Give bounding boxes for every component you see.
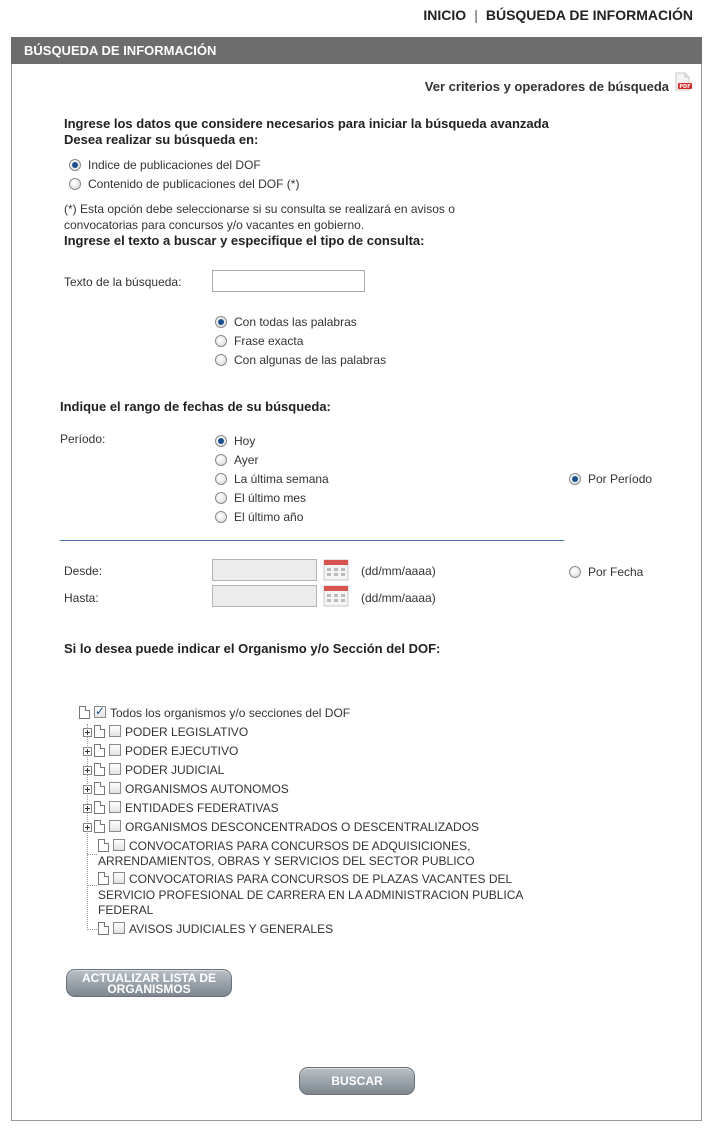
- radio-ultima-semana[interactable]: [215, 472, 329, 486]
- tree-connector: [87, 929, 97, 930]
- radio-label: El último año: [234, 510, 304, 524]
- update-button-line-2: ORGANISMOS: [107, 982, 191, 996]
- update-button-line-1: ACTUALIZAR LISTA DE: [82, 971, 216, 985]
- page-icon: [98, 922, 109, 935]
- expand-icon[interactable]: [83, 785, 92, 794]
- expand-icon[interactable]: [83, 823, 92, 832]
- radio-label: Por Período: [588, 472, 653, 486]
- radio-label: Con algunas de las palabras: [234, 353, 387, 367]
- radio-ayer[interactable]: [215, 453, 258, 467]
- page-icon: [98, 839, 109, 852]
- radio-button[interactable]: [69, 178, 81, 190]
- tree-item-avisos-judiciales: [98, 922, 333, 936]
- intro-line-1: Ingrese los datos que considere necesarios para iniciar la búsqueda avanzada: [64, 116, 549, 131]
- page-icon: [94, 801, 105, 814]
- radio-todas-palabras[interactable]: [215, 315, 357, 329]
- radio-label: Por Fecha: [588, 565, 644, 579]
- tree-item-label-continuation: FEDERAL: [98, 903, 154, 917]
- radio-ultimo-ano[interactable]: [215, 510, 303, 524]
- page-icon: [94, 820, 105, 833]
- hasta-format-hint: (dd/mm/aaaa): [361, 591, 436, 605]
- tree-root-label: Todos los organismos y/o secciones del DOF: [110, 706, 351, 720]
- tree-item-organismos-desconcentrados: [83, 820, 479, 834]
- hasta-label: Hasta:: [64, 591, 99, 605]
- page-icon: [94, 744, 105, 757]
- page-icon: [94, 763, 105, 776]
- radio-button[interactable]: [215, 435, 227, 447]
- radio-button[interactable]: [569, 473, 581, 485]
- tree-item-checkbox[interactable]: [109, 763, 121, 775]
- radio-button[interactable]: [69, 159, 81, 171]
- radio-frase-exacta[interactable]: [215, 334, 303, 348]
- tree-connector: [87, 885, 97, 886]
- radio-label: Con todas las palabras: [234, 315, 357, 329]
- radio-label: El último mes: [234, 491, 307, 505]
- buscar-button[interactable]: BUSCAR: [299, 1067, 415, 1095]
- tree-connector: [87, 854, 97, 855]
- note-line-2: convocatorias para concursos y/o vacantes en gobierno.: [64, 218, 365, 232]
- calendar-icon[interactable]: [323, 585, 349, 607]
- intro-line-2: Desea realizar su búsqueda en:: [64, 132, 259, 147]
- expand-icon[interactable]: [83, 804, 92, 813]
- radio-contenido[interactable]: [69, 177, 299, 191]
- svg-text:PDF: PDF: [679, 84, 691, 90]
- tree-item-checkbox[interactable]: [113, 839, 125, 851]
- dates-heading: Indique el rango de fechas de su búsqueda:: [60, 399, 331, 414]
- pdf-icon[interactable]: [673, 72, 693, 92]
- expand-icon[interactable]: [83, 747, 92, 756]
- desde-input[interactable]: [212, 559, 317, 581]
- tree-item-label: CONVOCATORIAS PARA CONCURSOS DE ADQUISICIONES,: [129, 839, 471, 853]
- tree-item-label: AVISOS JUDICIALES Y GENERALES: [129, 922, 334, 936]
- tree-item-label: PODER EJECUTIVO: [125, 744, 239, 758]
- radio-label: Frase exacta: [234, 334, 304, 348]
- radio-label: Hoy: [234, 434, 256, 448]
- panel-title: BÚSQUEDA DE INFORMACIÓN: [11, 37, 702, 64]
- radio-algunas-palabras[interactable]: [215, 353, 386, 367]
- nav-inicio-link[interactable]: INICIO: [423, 7, 467, 23]
- radio-por-fecha[interactable]: [569, 565, 643, 579]
- tree-item-convocatorias-plazas: [98, 872, 512, 886]
- tree-item-checkbox[interactable]: [109, 744, 121, 756]
- update-organismos-button[interactable]: [66, 969, 232, 997]
- radio-ultimo-mes[interactable]: [215, 491, 306, 505]
- tree-item-checkbox[interactable]: [109, 725, 121, 737]
- tree-item-checkbox[interactable]: [109, 820, 121, 832]
- tree-item-poder-judicial: [83, 763, 224, 777]
- text-search-label: Texto de la búsqueda:: [64, 275, 182, 289]
- tree-item-label: PODER JUDICIAL: [125, 763, 225, 777]
- radio-label: Contenido de publicaciones del DOF (*): [88, 177, 300, 191]
- tree-item-organismos-autonomos: [83, 782, 289, 796]
- radio-button[interactable]: [215, 454, 227, 466]
- page-icon: [94, 782, 105, 795]
- tree-item-label: ENTIDADES FEDERATIVAS: [125, 801, 279, 815]
- radio-por-periodo[interactable]: [569, 472, 652, 486]
- radio-button[interactable]: [215, 511, 227, 523]
- tree-item-label: CONVOCATORIAS PARA CONCURSOS DE PLAZAS VACANTES DEL: [129, 872, 513, 886]
- expand-icon[interactable]: [83, 728, 92, 737]
- radio-hoy[interactable]: [215, 434, 255, 448]
- radio-label: La última semana: [234, 472, 329, 486]
- radio-indice[interactable]: [69, 158, 261, 172]
- org-heading: Si lo desea puede indicar el Organismo y/o Sección del DOF:: [64, 641, 441, 656]
- search-panel: [11, 37, 702, 1121]
- section-divider: [60, 540, 564, 541]
- desde-format-hint: (dd/mm/aaaa): [361, 564, 436, 578]
- tree-item-convocatorias-adquisiciones: [98, 839, 470, 853]
- radio-button[interactable]: [215, 492, 227, 504]
- nav-separator: |: [474, 7, 478, 23]
- tree-item-poder-ejecutivo: [83, 744, 238, 758]
- radio-button[interactable]: [215, 335, 227, 347]
- tree-item-entidades-federativas: [83, 801, 279, 815]
- page-icon: [94, 725, 105, 738]
- page-icon: [79, 706, 90, 719]
- search-text-input[interactable]: [212, 270, 365, 292]
- tree-item-label: ORGANISMOS AUTONOMOS: [125, 782, 289, 796]
- nav-busqueda-link[interactable]: BÚSQUEDA DE INFORMACIÓN: [485, 7, 693, 23]
- radio-button[interactable]: [215, 473, 227, 485]
- radio-button[interactable]: [215, 354, 227, 366]
- tree-root: [79, 706, 350, 720]
- radio-button[interactable]: [215, 316, 227, 328]
- radio-button[interactable]: [569, 566, 581, 578]
- tree-item-label-continuation: ARRENDAMIENTOS, OBRAS Y SERVICIOS DEL SECTOR PUBLICO: [98, 854, 475, 868]
- hasta-input[interactable]: [212, 585, 317, 607]
- tree-item-poder-legislativo: [83, 725, 248, 739]
- radio-label: Ayer: [234, 453, 259, 467]
- tree-item-label: ORGANISMOS DESCONCENTRADOS O DESCENTRALIZADOS: [125, 820, 480, 834]
- top-nav: [423, 7, 693, 23]
- calendar-icon[interactable]: [323, 559, 349, 581]
- desde-label: Desde:: [64, 564, 103, 578]
- tree-item-checkbox[interactable]: [113, 922, 125, 934]
- radio-label: Indice de publicaciones del DOF: [88, 158, 261, 172]
- tree-item-checkbox[interactable]: [113, 872, 125, 884]
- criteria-link[interactable]: Ver criterios y operadores de búsqueda: [424, 79, 669, 94]
- expand-icon[interactable]: [83, 766, 92, 775]
- note-line-1: (*) Esta opción debe seleccionarse si su consulta se realizará en avisos o: [64, 202, 455, 216]
- tree-item-checkbox[interactable]: [109, 801, 121, 813]
- tree-item-label: PODER LEGISLATIVO: [125, 725, 249, 739]
- tree-root-checkbox[interactable]: [94, 706, 106, 718]
- tree-item-checkbox[interactable]: [109, 782, 121, 794]
- period-label: Período:: [60, 432, 106, 446]
- tree-item-label-continuation: SERVICIO PROFESIONAL DE CARRERA EN LA ADMINISTRACION PUBLICA: [98, 888, 524, 902]
- query-heading: Ingrese el texto a buscar y especifique el tipo de consulta:: [64, 233, 425, 248]
- page-icon: [98, 872, 109, 885]
